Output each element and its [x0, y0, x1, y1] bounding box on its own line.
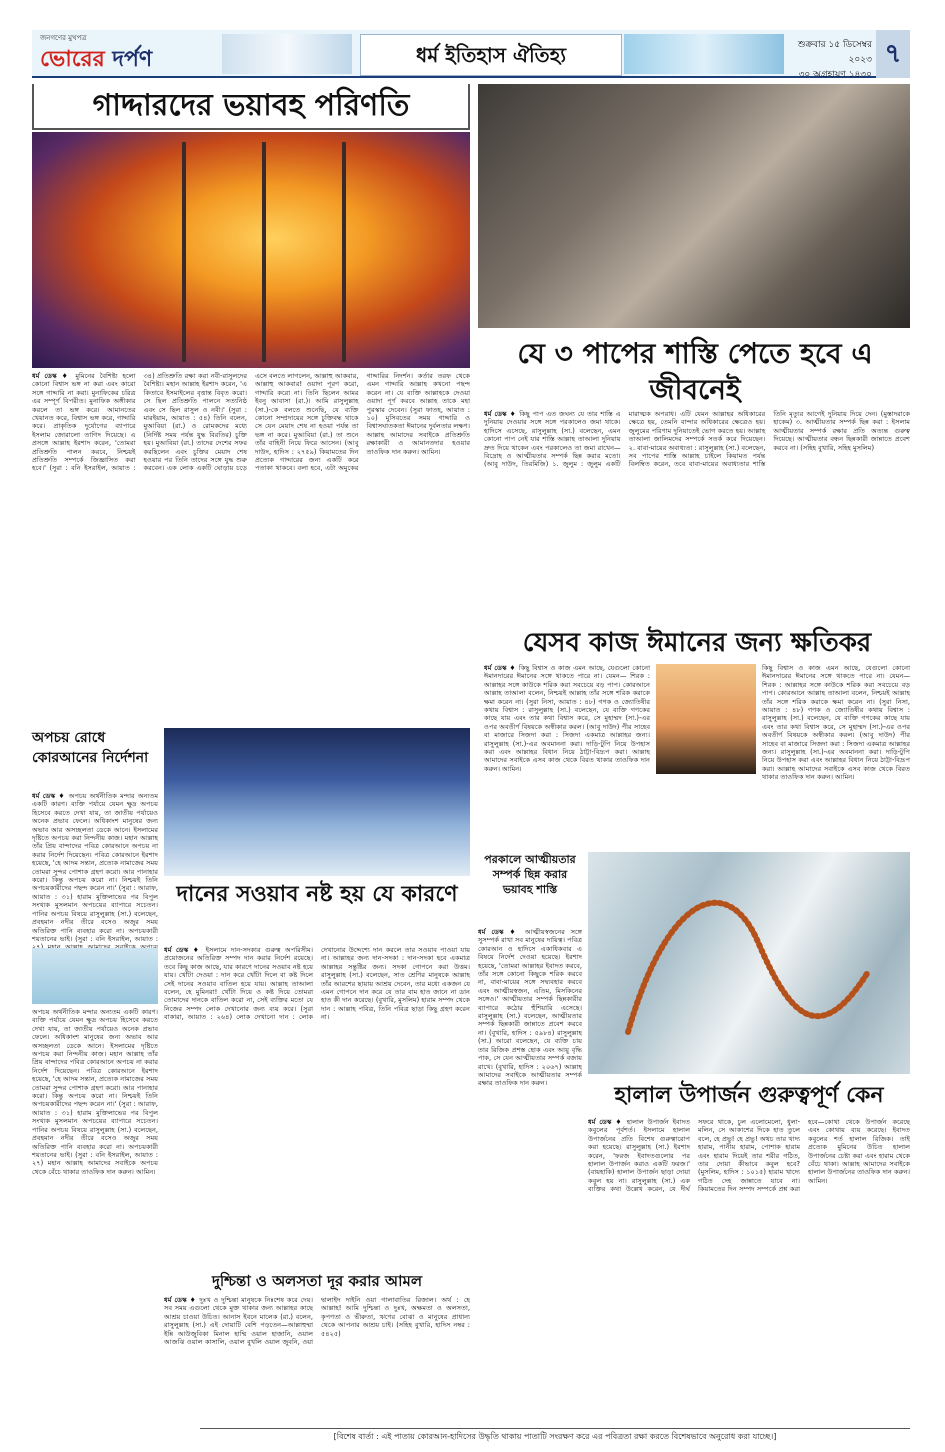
iman-dept: ধর্ম ডেস্ক ♦	[484, 664, 517, 672]
opochoy-dept: ধর্ম ডেস্ক ♦	[32, 792, 66, 800]
teen-papes-text: কিছু পাপ এত জঘন্য যে তার শাস্তি এ দুনিয়ায় দেওয়ার সঙ্গে সঙ্গে পরকালেও জমা থাকে। হাদিসে এসেছে, রাসুলুল্লাহ (সা.) বলেছেন, এমন কোনো পাপ নেই যার শাস্তি আল্লাহ তাআলা দুনিয়ায় দ্রুত দিয়ে থাকেন এবং পরকালেও তা জমা রাখেন—বিদ্রোহ ও আত্মীয়তার সম্পর্ক ছিন্ন করার মতো। (আবু দাউদ, তিরমিজি) ১. জুলুম : জুলুম একটি মারাত্মক অপরাধ। এটি যেমন আল্লাহর অধিকারের ক্ষেত্রে হয়, তেমনি বান্দার অধিকারের ক্ষেত্রেও হয়। জুলুমের পরিণাম দুনিয়াতেই ভোগ করতে হয়। আল্লাহ তাআলা জালিমদের সম্পর্কে সতর্ক করে দিয়েছেন। ২. বাবা-মায়ের অবাধ্যতা : রাসুলুল্লাহ (সা.) বলেছেন, সব পাপের শাস্তি আল্লাহ চাইলে কিয়ামত পর্যন্ত বিলম্বিত করেন, তবে বাবা-মায়ের অবাধ্যতার শাস্তি তিনি মৃত্যুর আগেই দুনিয়ায় দিয়ে দেন। (মুস্তাদরাকে হাকেম) ৩. আত্মীয়তার সম্পর্ক ছিন্ন করা : ইসলাম আত্মীয়তার সম্পর্ক রক্ষার প্রতি অত্যন্ত গুরুত্ব দিয়েছে। আত্মীয়তার বন্ধন ছিন্নকারী জান্নাতে প্রবেশ করবে না। (সহিহ বুখারি, সহিহ মুসলিম)	[484, 410, 910, 469]
opochoy-body-bottom	[32, 1008, 158, 1418]
dushchinta-body	[164, 1296, 470, 1418]
brand-tagline: জনগণের মুখপত্র	[40, 34, 87, 42]
brand-word-1: ভোরের	[40, 47, 105, 72]
daner-text: ইসলামে দান-সদকার গুরুত্ব অপরিসীম। প্রয়োজনের অতিরিক্ত সম্পদ দান করার নির্দেশ রয়েছে। তবে কিছু কাজ আছে, যার কারণে দানের সওয়াব নষ্ট হয়ে যায়। খোঁটা দেওয়া : দান করে খোঁটা দিলে বা কষ্ট দিলে সেই দানের সওয়াব বাতিল হয়ে যায়। আল্লাহ তাআলা বলেন, হে মুমিনরা! খোঁটা দিয়ে ও কষ্ট দিয়ে তোমরা তোমাদের দানকে বাতিল করো না, সেই ব্যক্তির মতো যে নিজের সম্পদ লোক দেখানোর জন্য ব্যয় করে। (সুরা বাকারা, আয়াত : ২৬৪) লোক দেখানো দান : লোক দেখানোর উদ্দেশ্যে দান করলে তার সওয়াব পাওয়া যায় না। আল্লাহর জন্য দান-সদকা : দান-সদকা হবে একমাত্র আল্লাহর সন্তুষ্টির জন্য। সদকা গোপনে করা উত্তম। রাসুলুল্লাহ (সা.) বলেছেন, সাত শ্রেণির মানুষকে আল্লাহ তাঁর আরশের ছায়ায় আশ্রয় দেবেন, তার মধ্যে একজন যে এমন গোপনে দান করে যে তার বাম হাত জানে না ডান হাত কী দান করেছে। (বুখারি, মুসলিম) হারাম সম্পদ থেকে দান : আল্লাহ পবিত্র, তিনি পবিত্র ছাড়া কিছু গ্রহণ করেন না।	[164, 946, 470, 1022]
atmiyota-text: আত্মীয়স্বজনের সঙ্গে সুসম্পর্ক রাখা সব মানুষের দায়িত্ব। পবিত্র কোরআন ও হাদিসে একাধিকবার এ বিষয়ে নির্দেশ দেওয়া হয়েছে। ইরশাদ হয়েছে, 'তোমরা আল্লাহর ইবাদত করবে, তাঁর সঙ্গে কোনো কিছুকে শরিক করবে না, বাবা-মায়ের সঙ্গে সদ্ব্যবহার করবে এবং আত্মীয়স্বজন, এতিম, মিসকিনের সঙ্গেও।' আত্মীয়তার সম্পর্ক ছিন্নকারীর ব্যাপারে কঠোর হুঁশিয়ারি এসেছে। রাসুলুল্লাহ (সা.) বলেছেন, আত্মীয়তার সম্পর্ক ছিন্নকারী জান্নাতে প্রবেশ করবে না। (বুখারি, হাদিস : ৫৯৮৪) রাসুলুল্লাহ (সা.) আরো বলেছেন, যে ব্যক্তি চায় তার রিজিক প্রশস্ত হোক এবং আয়ু বৃদ্ধি পাক, সে যেন আত্মীয়তার সম্পর্ক বজায় রাখে। (বুখারি, হাদিস : ২০৬৭) আল্লাহ আমাদের সবাইকে আত্মীয়তার সম্পর্ক রক্ষার তাওফিক দান করুন।	[478, 928, 582, 1088]
halal-text: হালাল উপার্জন ইবাদত কবুলের পূর্বশর্ত। ইসলামে হালাল উপার্জনের প্রতি বিশেষ গুরুত্বারোপ করা হয়েছে। রাসুলুল্লাহ (সা.) ইরশাদ করেন, 'ফরজ ইবাদতগুলোর পর হালাল উপার্জন করাও একটি ফরজ।' (বায়হাকি) হালাল উপার্জন ছাড়া দোয়া কবুল হয় না। রাসুলুল্লাহ (সা.) এক ব্যক্তির কথা উল্লেখ করেন, যে দীর্ঘ সফরে থাকে, চুল এলোমেলো, ধুলা-মলিন, সে আকাশের দিকে হাত তুলে বলে, হে প্রভু! হে প্রভু! অথচ তার খাদ্য হারাম, পানীয় হারাম, পোশাক হারাম এবং হারাম দিয়েই তার শরীর গঠিত, তার দোয়া কীভাবে কবুল হবে? (মুসলিম, হাদিস : ১০১৫) হারাম খাদ্যে গঠিত দেহ জান্নাতে যাবে না। কিয়ামতের দিন সম্পদ সম্পর্কে প্রশ্ন করা হবে—কোথা থেকে উপার্জন করেছে এবং কোথায় ব্যয় করেছে। ইবাদত কবুলের শর্ত হালাল রিজিক। তাই প্রত্যেক মুমিনের উচিত হালাল উপার্জনের চেষ্টা করা এবং হারাম থেকে বেঁচে থাকা। আল্লাহ আমাদের সবাইকে হালাল উপার্জনের তাওফিক দান করুন। আমিন।	[588, 1118, 910, 1194]
dushchinta-dept: ধর্ম ডেস্ক ♦	[164, 1296, 197, 1304]
quran-banner-image	[222, 34, 352, 74]
barbed-wire-post	[262, 142, 266, 362]
daner-headline: দানের সওয়াব নষ্ট হয় যে কারণে	[176, 882, 458, 907]
mosque-silhouette-image	[656, 664, 756, 774]
page-header	[32, 30, 910, 78]
date-bangla: ৩০ অগ্রহায়ণ ১৪৩০	[798, 70, 872, 80]
section-title: ধর্ম ইতিহাস ঐতিহ্য	[360, 34, 622, 76]
atmiyota-dept: ধর্ম ডেস্ক ♦	[478, 928, 520, 936]
atmiyota-body	[478, 928, 582, 1418]
opochoy-body-top	[32, 792, 158, 946]
teen-papes-body	[484, 410, 910, 620]
money-and-beads-image	[588, 852, 910, 1074]
dushchinta-headline: দুশ্চিন্তা ও অলসতা দূর করার আমল	[211, 1272, 423, 1290]
iman-body-left	[484, 664, 650, 842]
prayer-beads-icon	[588, 852, 910, 1074]
gaddar-text: মুমিনের বৈশিষ্ট্য হলো কোনো বিশ্বাস ভঙ্গ না করা এবং কারো সঙ্গে গাদ্দারি না করা। মুনাফিকের চরিত্র এর সম্পূর্ণ বিপরীত। মুনাফিক অঙ্গীকার করলে তা ভঙ্গ করে। আমানতের খেয়ানত করে, বিশ্বাস ভঙ্গ করে, গাদ্দারি করে। প্রাকৃতিক দুর্যোগের ব্যাপারে ইসলাম জোরালো তাগিদ দিয়েছে। এ প্রসঙ্গে আল্লাহ ইরশাদ করেন, 'তোমরা প্রতিশ্রুতি পালন করবে, নিশ্চয়ই প্রতিশ্রুতি সম্পর্কে জিজ্ঞাসিত করা হবে।' (সুরা : বনি ইসরাইল, আয়াত : ৩৪) প্রতিশ্রুতি রক্ষা করা নবী-রাসুলদের বৈশিষ্ট্য। মহান আল্লাহ ইরশাদ করেন, 'এ কিতাবে ইসমাইলের বৃত্তান্ত বিবৃত করো। সে ছিল প্রতিশ্রুতি পালনে সত্যনিষ্ঠ এবং সে ছিল রাসুল ও নবী।' (সুরা : মারইয়াম, আয়াত : ৫৪) তিনি বলেন, মুআবিয়া (রা.) ও রোমকদের মধ্যে (নির্দিষ্ট সময় পর্যন্ত যুদ্ধ বিরতির) চুক্তি হয়। মুআবিয়া (রা.) তাদের দেশের সফর করছিলেন এবং চুক্তির মেয়াদ শেষ হওয়ার পর তিনি তাদের সঙ্গে যুদ্ধ শুরু করবেন। এক লোক একটি ঘোড়ায় চড়ে এসে বলতে লাগলেন, আল্লাহু আকবার, আল্লাহু আকবার! ওয়াদা পূরণ করো, গাদ্দারি করো না। তিনি ছিলেন আমর ইবনু আবাসা (রা.)। আমি রাসুলুল্লাহ (সা.)-কে বলতে শুনেছি, যে ব্যক্তি কোনো সম্প্রদায়ের সঙ্গে চুক্তিবদ্ধ থাকে সে যেন মেয়াদ শেষ না হওয়া পর্যন্ত তা ভঙ্গ না করে। মুআবিয়া (রা.) তা শুনে তাঁর বাহিনী নিয়ে ফিরে আসেন। (আবু দাউদ, হাদিস : ২৭৫৯) কিয়ামতের দিন প্রত্যেক গাদ্দারের জন্য একটি করে পতাকা থাকবে। বলা হবে, এটা অমুকের গাদ্দারির নিদর্শন। কর্তার তরফ থেকে এমন গাদ্দারি আল্লাহ কখনো পছন্দ করেন না। যে ব্যক্তি আল্লাহকে দেওয়া ওয়াদা পূর্ণ করবে আল্লাহ তাকে মহা পুরস্কার দেবেন। (সুরা ফাতহ, আয়াত : ১০) মুসিবতের সময় গাদ্দারি ও বিশ্বাসঘাতকতা ঈমানের দুর্বলতার লক্ষণ। আল্লাহ আমাদের সবাইকে প্রতিশ্রুতি রক্ষাকারী ও আমানতদার হওয়ার তাওফিক দান করুন। আমিন।	[32, 372, 471, 473]
halal-headline: হালাল উপার্জন গুরুত্বপূর্ণ কেন	[614, 1083, 884, 1108]
barbed-wire-post	[182, 142, 186, 362]
daner-body	[164, 946, 470, 1262]
daner-dept: ধর্ম ডেস্ক ♦	[164, 946, 202, 954]
sad-man-image	[478, 84, 910, 328]
iman-headline: যেসব কাজ ঈমানের জন্য ক্ষতিকর	[522, 628, 872, 658]
opochoy-text-cont: অপচয় অর্থনীতিক মন্দার অন্যতম একটি কারণ। ব্যক্তি পর্যায়ে যেমন ক্ষুদ্র অপচয় হিসেবে করতে দেখা যায়, তা জাতীয় পর্যায়েও অনেক প্রভাব ফেলে। অধিকাংশ মানুষের জন্য অভাব আর অসচ্ছলতা ডেকে আনে। ইসলামের দৃষ্টিতে অপচয় করা নিন্দনীয় কাজ। মহান আল্লাহ তাঁর প্রিয় বান্দাদের পবিত্র কোরআনে অপচয় না করার নির্দেশ দিয়েছেন। পবিত্র কোরআনে ইরশাদ হয়েছে, 'হে আদম সন্তান, প্রত্যেক নামাজের সময় তোমরা সুন্দর পোশাক গ্রহণ করো। আর পানাহার করো। কিন্তু অপচয় করো না। নিশ্চয়ই তিনি অপচয়কারীদের পছন্দ করেন না।' (সুরা : আরাফ, আয়াত : ৩১) হারাম মুক্তিলাভের পর বিপুল সংখ্যক মুসলমান অপচয়ের ব্যাপারে সচেতন। পানির অপচয় বিষয়ে রাসুলুল্লাহ (সা.) বলেছেন, প্রবহমান নদীর তীরে বসেও অজুর সময় অতিরিক্ত পানি ব্যবহার করো না। অপচয়কারী শয়তানের ভাই। (সুরা : বনি ইসরাইল, আয়াত : ২৭) মহান আল্লাহ আমাদের সবাইকে অপচয় থেকে বেঁচে থাকার তাওফিক দান করুন। আমিন।	[32, 1008, 158, 1176]
barbed-wire-post	[342, 142, 346, 362]
halal-body	[588, 1118, 910, 1418]
teen-papes-dept: ধর্ম ডেস্ক ♦	[484, 410, 517, 418]
atmiyota-headline: পরকালে আত্মীয়তার সম্পর্ক ছিন্ন করার ভয়াবহ শাস্তি	[484, 853, 576, 896]
iman-body-right	[762, 664, 910, 842]
teen-papes-headline: যে ৩ পাপের শাস্তি পেতে হবে এ জীবনেই	[517, 337, 873, 406]
charity-hands-image	[164, 728, 470, 876]
opochoy-headline: অপচয় রোধে কোরআনের নির্দেশনা	[32, 730, 149, 766]
calligraphy-banner-image	[624, 34, 784, 74]
gaddar-body	[32, 372, 470, 720]
dushchinta-text: দুঃখ ও দুশ্চিন্তা মানুষকে নিঃশেষ করে দেয়। সব সময় এগুলো থেকে মুক্ত থাকার জন্য আল্লাহর কাছে আশ্রয় চাওয়া উচিত। আনাস ইবনে মালেক (রা.) বলেন, রাসুলুল্লাহ (সা.) এই দোয়াটি বেশি পড়তেন—আল্লাহুম্মা ইন্নি আউজুবিকা মিনাল হাম্মি ওয়াল হাজানি, ওয়াল আজঝি ওয়াল কাসালি, ওয়াল বুখলি ওয়াল জুবনি, ওয়া দ্বালাইদ দাইনি ওয়া গালাবাতির রিজাল। অর্থ : হে আল্লাহ! আমি দুশ্চিন্তা ও দুঃখ, অক্ষমতা ও অলসতা, কৃপণতা ও ভীরুতা, ঋণের বোঝা ও মানুষের প্রাধান্য থেকে আপনার আশ্রয় চাই। (সহিহ বুখারি, হাদিস নম্বর : ৫৪২৫)	[164, 1296, 470, 1347]
page-number: ৭	[876, 30, 910, 78]
newspaper-logo	[40, 42, 152, 79]
iman-text-cont: কিছু বিশ্বাস ও কাজ এমন আছে, যেগুলো কোনো ঈমানদারের ঈমানের সঙ্গে থাকতে পারে না। যেমন— শিরক : আল্লাহর সঙ্গে কাউকে শরিক করা সবচেয়ে বড় পাপ। কোরআনে আল্লাহ তাআলা বলেন, নিশ্চয়ই আল্লাহ তাঁর সঙ্গে শরিক করাকে ক্ষমা করেন না। (সুরা নিসা, আয়াত : ৪৮) গণক ও জ্যোতিষীর কথায় বিশ্বাস : রাসুলুল্লাহ (সা.) বলেছেন, যে ব্যক্তি গণকের কাছে যায় এবং তার কথা বিশ্বাস করে, সে মুহাম্মদ (সা.)-এর ওপর অবতীর্ণ বিষয়কে অস্বীকার করল। (আবু দাউদ) পীর সাহেব বা মাজারে সিজদা করা : সিজদা একমাত্র আল্লাহর জন্য। রাসুলুল্লাহ (সা.)-এর অবমাননা করা। দাড়ি-টুপি নিয়ে উপহাস করা এবং আল্লাহর বিধান নিয়ে ঠাট্টা-বিদ্রূপ করা। আল্লাহ আমাদের সবাইকে এসব কাজ থেকে বিরত থাকার তাওফিক দান করুন। আমিন।	[762, 664, 910, 782]
halal-dept: ধর্ম ডেস্ক ♦	[588, 1118, 623, 1126]
opochoy-text: অপচয় অর্থনীতিক মন্দার অন্যতম একটি কারণ। ব্যক্তি পর্যায়ে যেমন ক্ষুদ্র অপচয় হিসেবে করতে দেখা যায়, তা জাতীয় পর্যায়েও অনেক প্রভাব ফেলে। অধিকাংশ মানুষের জন্য অভাব আর অসচ্ছলতা ডেকে আনে। ইসলামের দৃষ্টিতে অপচয় করা নিন্দনীয় কাজ। মহান আল্লাহ তাঁর প্রিয় বান্দাদের পবিত্র কোরআনে অপচয় না করার নির্দেশ দিয়েছেন। পবিত্র কোরআনে ইরশাদ হয়েছে, 'হে আদম সন্তান, প্রত্যেক নামাজের সময় তোমরা সুন্দর পোশাক গ্রহণ করো। আর পানাহার করো। কিন্তু অপচয় করো না। নিশ্চয়ই তিনি অপচয়কারীদের পছন্দ করেন না।' (সুরা : আরাফ, আয়াত : ৩১) হারাম মুক্তিলাভের পর বিপুল সংখ্যক মুসলমান অপচয়ের ব্যাপারে সচেতন। পানির অপচয় বিষয়ে রাসুলুল্লাহ (সা.) বলেছেন, প্রবহমান নদীর তীরে বসেও অজুর সময় অতিরিক্ত পানি ব্যবহার করো না। অপচয়কারী শয়তানের ভাই। (সুরা : বনি ইসরাইল, আয়াত :	[32, 792, 159, 943]
issue-date	[788, 38, 872, 83]
gaddar-headline: গাদ্দারদের ভয়াবহ পরিণতি	[32, 84, 470, 130]
water-tap-image	[32, 948, 158, 1004]
special-notice: [বিশেষ বার্তা : এই পাতায় কোরআন-হাদিসের উদ্ধৃতি থাকায় পাতাটি সংরক্ষণ করে এর পবিত্রতা রক্ষা করতে বিশেষভাবে অনুরোধ করা যাচ্ছে।]	[200, 1428, 910, 1444]
gaddar-dept: ধর্ম ডেস্ক ♦	[32, 372, 71, 380]
brand-word-2: দর্পণ	[104, 47, 153, 72]
date-gregorian: শুক্রবার ১৫ ডিসেম্বর ২০২৩	[797, 40, 872, 65]
gaddar-fire-image	[32, 132, 470, 368]
iman-text: কিছু বিশ্বাস ও কাজ এমন আছে, যেগুলো কোনো ঈমানদারের ঈমানের সঙ্গে থাকতে পারে না। যেমন— শিরক : আল্লাহর সঙ্গে কাউকে শরিক করা সবচেয়ে বড় পাপ। কোরআনে আল্লাহ তাআলা বলেন, নিশ্চয়ই আল্লাহ তাঁর সঙ্গে শরিক করাকে ক্ষমা করেন না। (সুরা নিসা, আয়াত : ৪৮) গণক ও জ্যোতিষীর কথায় বিশ্বাস : রাসুলুল্লাহ (সা.) বলেছেন, যে ব্যক্তি গণকের কাছে যায় এবং তার কথা বিশ্বাস করে, সে মুহাম্মদ (সা.)-এর ওপর অবতীর্ণ বিষয়কে অস্বীকার করল। (আবু দাউদ) পীর সাহেব বা মাজারে সিজদা করা : সিজদা একমাত্র আল্লাহর জন্য। রাসুলুল্লাহ (সা.)-এর অবমাননা করা। দাড়ি-টুপি নিয়ে উপহাস করা এবং আল্লাহর বিধান নিয়ে ঠাট্টা-বিদ্রূপ করা। আল্লাহ আমাদের সবাইকে এসব কাজ থেকে বিরত থাকার তাওফিক দান করুন। আমিন।	[484, 664, 650, 773]
